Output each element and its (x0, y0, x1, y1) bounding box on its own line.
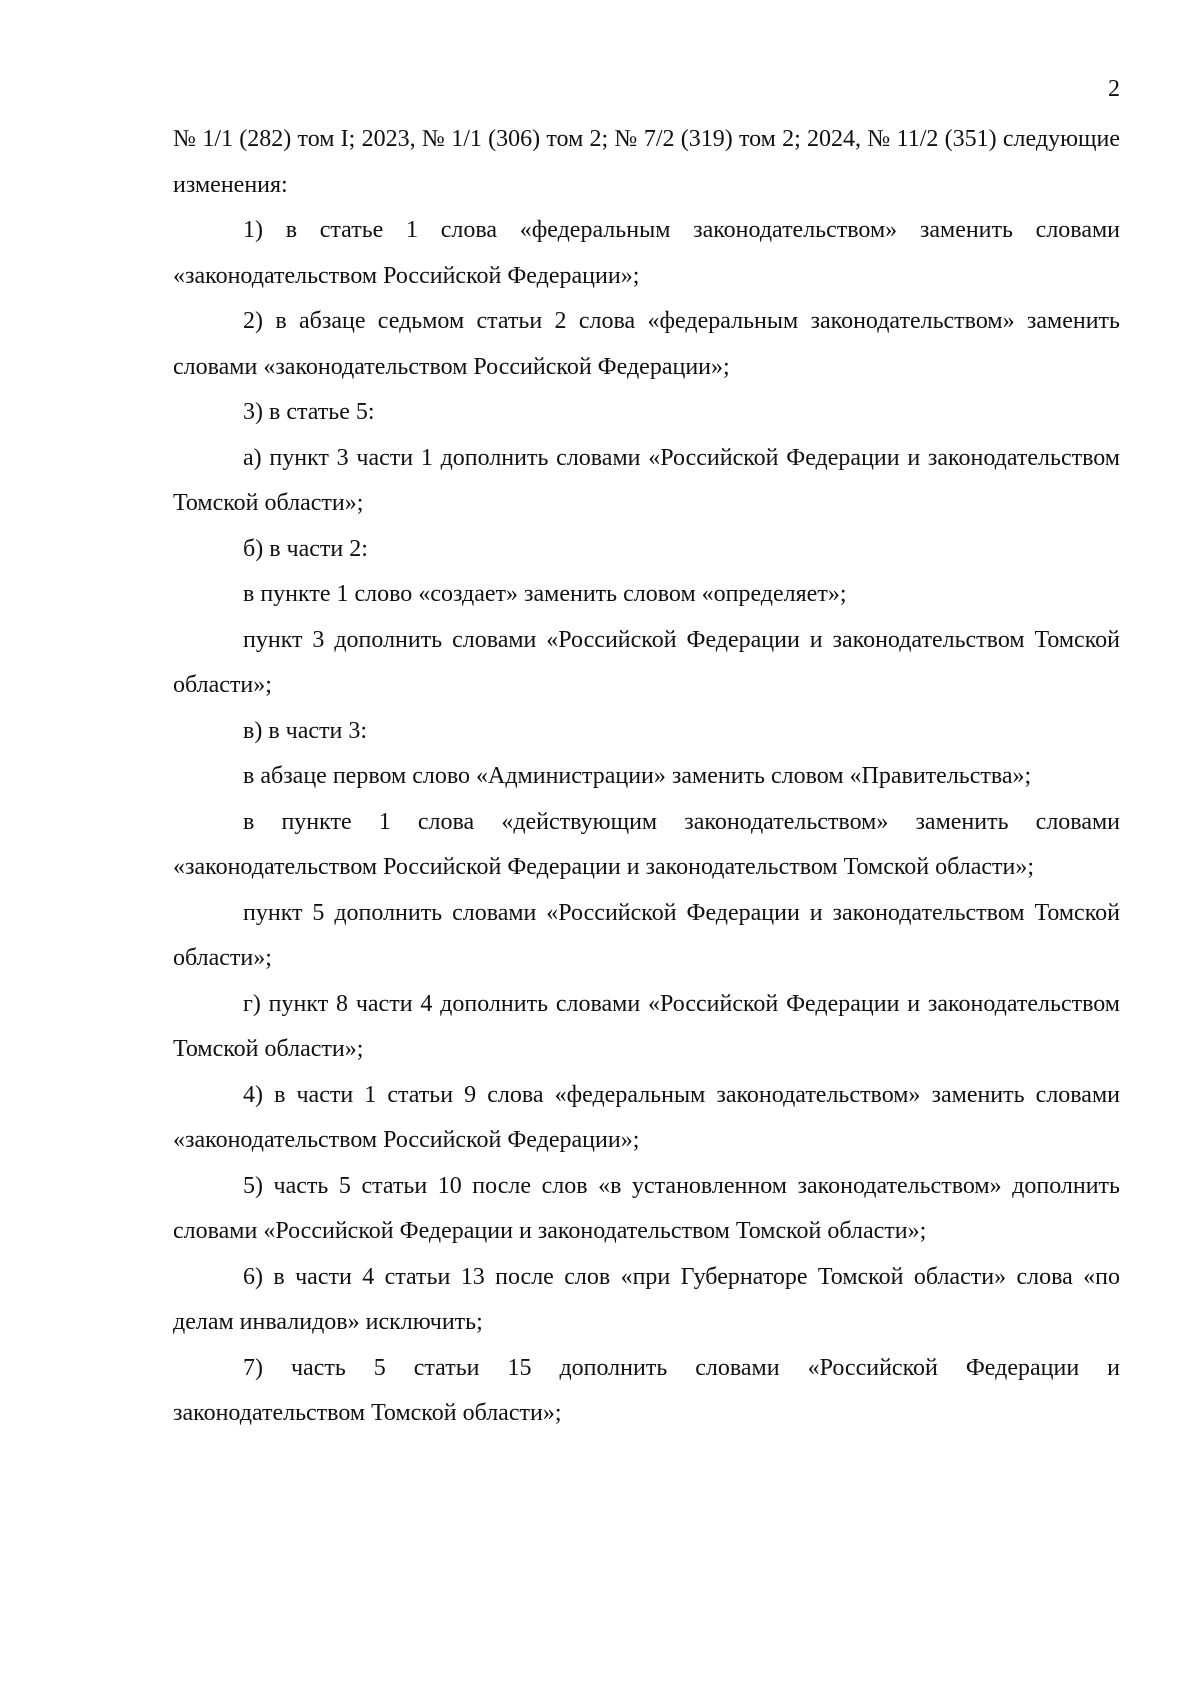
paragraph-intro: № 1/1 (282) том I; 2023, № 1/1 (306) том 2; № 7/2 (319) том 2; 2024, № 11/2 (351) следующие изменения: (173, 126, 1120, 198)
paragraph-item-3b-point-3: пункт 3 дополнить словами «Российской Федерации и законодательством Томской области»; (173, 626, 1120, 698)
paragraph-item-2: 2) в абзаце седьмом статьи 2 слова «федеральным законодательством» заменить словами «законодательством Российской Федерации»; (173, 308, 1120, 380)
paragraph-item-3a: а) пункт 3 части 1 дополнить словами «Российской Федерации и законодательством Томской области»; (173, 444, 1120, 516)
paragraph-item-3v-point-1: в пункте 1 слова «действующим законодательством» заменить словами «законодательством Российской Федерации и законодательством Томской области»; (173, 808, 1120, 880)
paragraph-item-7: 7) часть 5 статьи 15 дополнить словами «Российской Федерации и законодательством Томской области»; (173, 1354, 1120, 1426)
paragraph-item-5: 5) часть 5 статьи 10 после слов «в установленном законодательством» дополнить словами «Российской Федерации и законодательством Томской области»; (173, 1172, 1120, 1244)
paragraph-item-3v-abzac-1: в абзаце первом слово «Администрации» заменить словом «Правительства»; (243, 763, 1032, 789)
paragraph-item-3b: б) в части 2: (243, 535, 368, 562)
document-body (173, 117, 1120, 1437)
paragraph-item-4: 4) в части 1 статьи 9 слова «федеральным законодательством» заменить словами «законодательством Российской Федерации»; (173, 1081, 1120, 1153)
page-number: 2 (1108, 76, 1120, 102)
paragraph-item-3g: г) пункт 8 части 4 дополнить словами «Российской Федерации и законодательством Томской области»; (173, 990, 1120, 1062)
paragraph-item-3: 3) в статье 5: (243, 399, 375, 425)
paragraph-item-3v: в) в части 3: (243, 717, 368, 744)
paragraph-item-3v-point-5: пункт 5 дополнить словами «Российской Федерации и законодательством Томской области»; (173, 899, 1120, 971)
paragraph-item-3b-point-1: в пункте 1 слово «создает» заменить словом «определяет»; (243, 581, 847, 607)
paragraph-item-1: 1) в статье 1 слова «федеральным законодательством» заменить словами «законодательством Российской Федерации»; (173, 217, 1120, 289)
paragraph-item-6: 6) в части 4 статьи 13 после слов «при Губернаторе Томской области» слова «по делам инвалидов» исключить; (173, 1263, 1120, 1335)
